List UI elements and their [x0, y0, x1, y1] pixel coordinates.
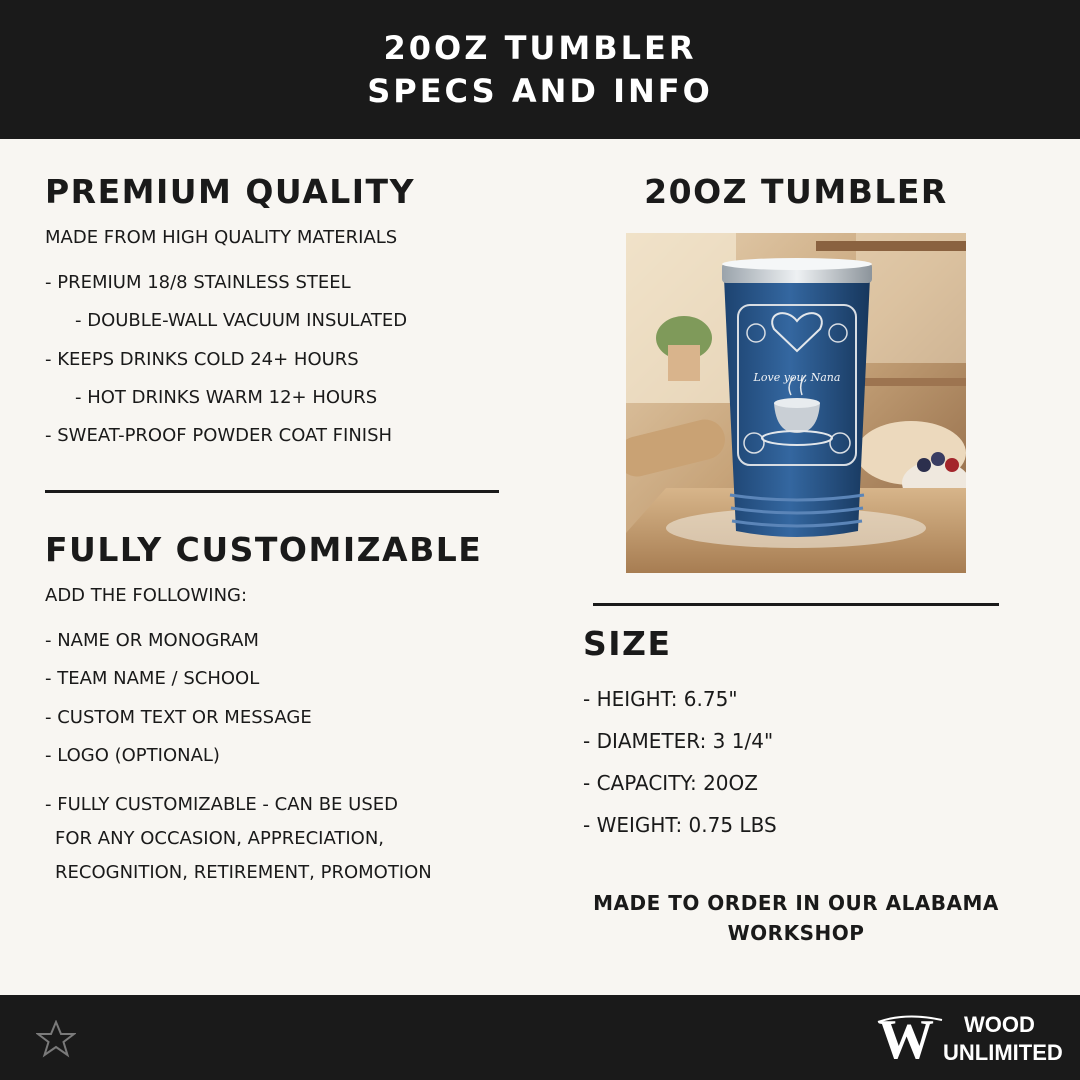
logo-text-wood: WOOD — [964, 1012, 1035, 1037]
custom-item: - TEAM NAME / SCHOOL — [45, 668, 260, 689]
premium-item: - HOT DRINKS WARM 12+ HOURS — [75, 387, 378, 408]
premium-item: - KEEPS DRINKS COLD 24+ HOURS — [45, 349, 359, 370]
custom-note-line: FOR ANY OCCASION, APPRECIATION, — [55, 828, 385, 849]
made-line-1: MADE TO ORDER IN OUR ALABAMA — [593, 891, 999, 915]
custom-item: - NAME OR MONOGRAM — [45, 630, 259, 651]
size-heading: SIZE — [583, 624, 672, 663]
fully-customizable-subtitle: ADD THE FOLLOWING: — [45, 585, 248, 606]
custom-item: - LOGO (OPTIONAL) — [45, 745, 220, 766]
fully-customizable-heading: FULLY CUSTOMIZABLE — [45, 530, 483, 569]
engraving-text: Love you, Nana — [753, 371, 841, 384]
premium-item: - DOUBLE-WALL VACUUM INSULATED — [75, 310, 408, 331]
header-title-line-1: 20OZ TUMBLER — [383, 28, 697, 67]
size-item: - HEIGHT: 6.75" — [583, 687, 738, 711]
svg-text:W: W — [878, 1010, 934, 1066]
tumbler-photo — [626, 233, 966, 573]
custom-item: - CUSTOM TEXT OR MESSAGE — [45, 707, 312, 728]
premium-quality-heading: PREMIUM QUALITY — [45, 172, 415, 211]
premium-quality-subtitle: MADE FROM HIGH QUALITY MATERIALS — [45, 227, 398, 248]
header-title-line-2: SPECS AND INFO — [367, 71, 713, 110]
premium-item: - PREMIUM 18/8 STAINLESS STEEL — [45, 272, 351, 293]
section-divider — [593, 603, 999, 606]
wood-unlimited-logo — [876, 1010, 946, 1070]
product-heading: 20OZ TUMBLER — [644, 172, 948, 211]
made-to-order-note — [583, 888, 1009, 948]
star-outline-icon — [36, 1020, 76, 1062]
size-item: - DIAMETER: 3 1/4" — [583, 729, 774, 753]
custom-note-line: - FULLY CUSTOMIZABLE - CAN BE USED — [45, 794, 398, 815]
custom-note-line: RECOGNITION, RETIREMENT, PROMOTION — [55, 862, 432, 883]
logo-mark — [876, 1010, 946, 1066]
size-item: - CAPACITY: 20OZ — [583, 771, 758, 795]
logo-text-unlimited: UNLIMITED — [943, 1040, 1063, 1065]
page-header — [0, 0, 1080, 139]
premium-item: - SWEAT-PROOF POWDER COAT FINISH — [45, 425, 393, 446]
size-item: - WEIGHT: 0.75 LBS — [583, 813, 777, 837]
made-line-2: WORKSHOP — [727, 921, 865, 945]
section-divider — [45, 490, 499, 493]
